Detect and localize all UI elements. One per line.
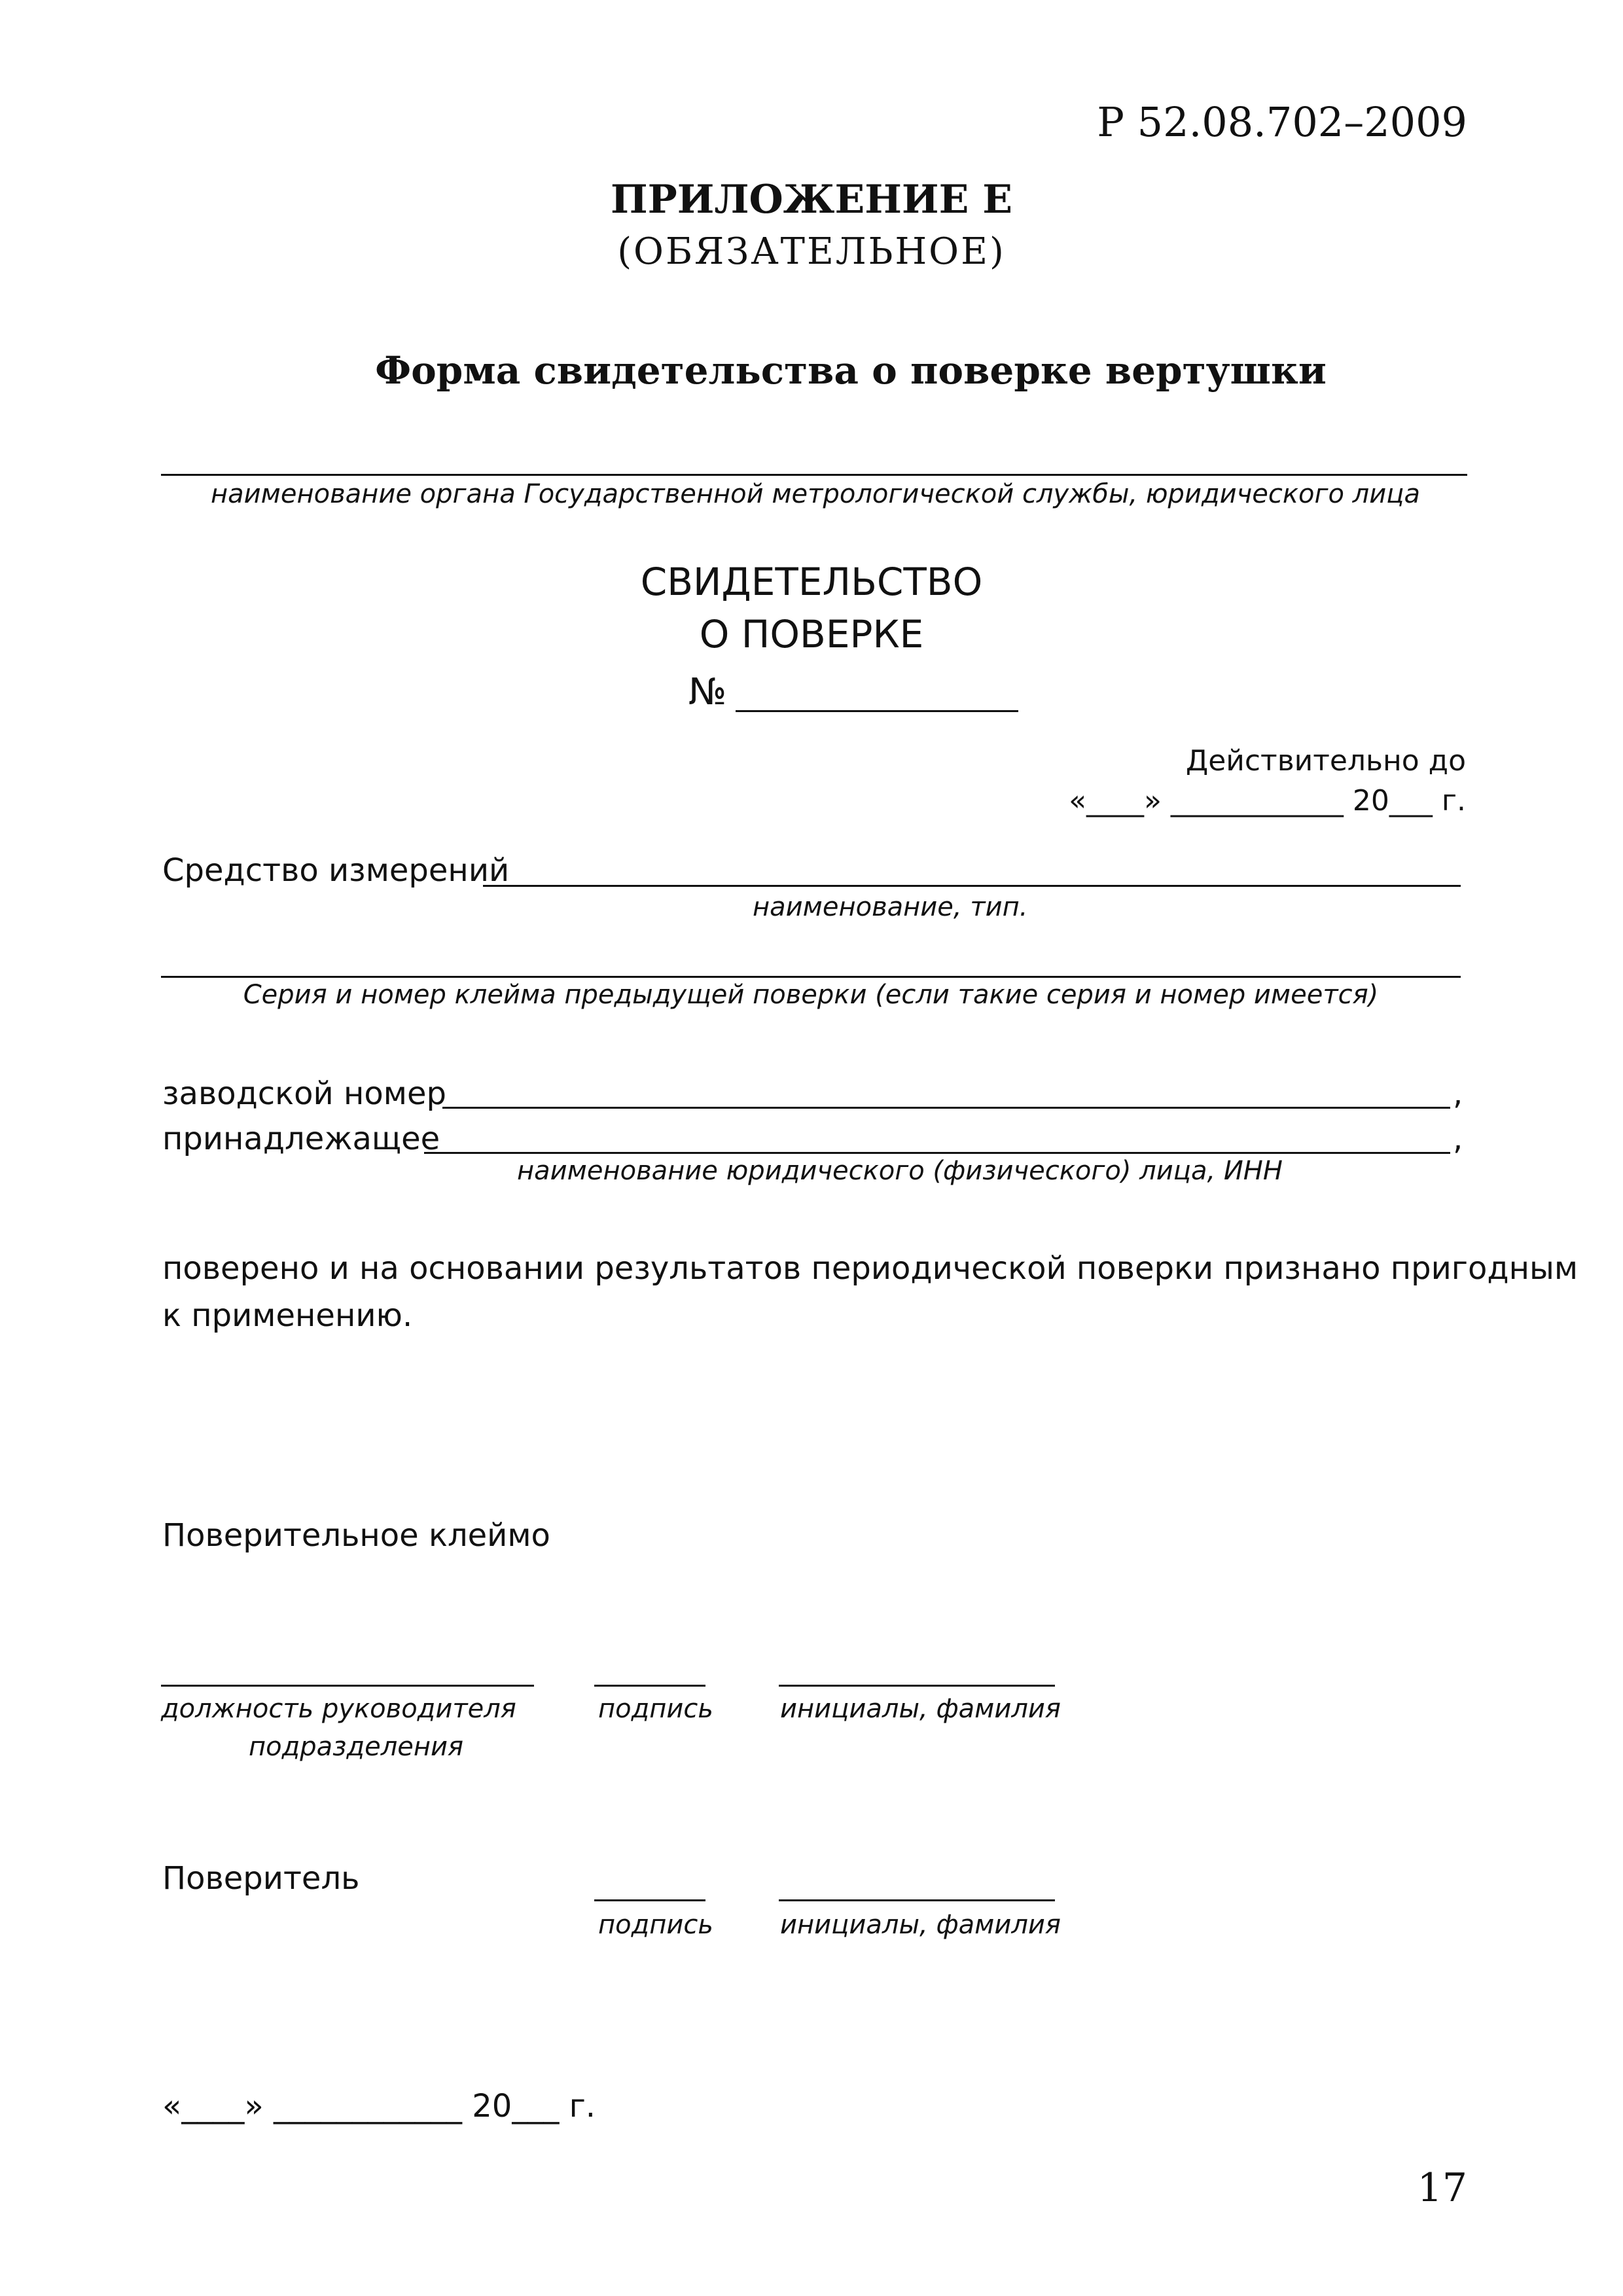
validity-date: «____» ____________ 20___ г.	[1069, 784, 1466, 817]
footer-date: «____» ____________ 20___ г.	[162, 2088, 596, 2125]
owner-caption: наименование юридического (физического) лица, ИНН	[517, 1156, 1283, 1186]
verdict-line1: поверено и на основании результатов периодической поверки признано пригодным	[162, 1250, 1578, 1287]
certificate-title-line1: СВИДЕТЕЛЬСТВО	[640, 560, 983, 604]
series-line	[161, 976, 1461, 978]
head-name-line	[779, 1685, 1055, 1687]
head-name-caption: инициалы, фамилия	[780, 1694, 1061, 1724]
verifier-label: Поверитель	[162, 1860, 360, 1897]
appendix-title: ПРИЛОЖЕНИЕ Е	[611, 177, 1012, 223]
verifier-signature-line	[594, 1899, 705, 1901]
verifier-name-line	[779, 1899, 1055, 1901]
instrument-caption: наименование, тип.	[753, 892, 1028, 922]
instrument-line	[483, 885, 1461, 887]
serial-comma: ,	[1453, 1075, 1463, 1112]
head-position-caption-1: должность руководителя	[161, 1694, 516, 1724]
serial-label: заводской номер	[162, 1075, 446, 1112]
serial-line	[442, 1107, 1450, 1109]
instrument-label: Средство измерений	[162, 852, 510, 889]
head-signature-caption: подпись	[598, 1694, 713, 1724]
head-position-caption-2: подразделения	[249, 1732, 464, 1762]
owner-line	[424, 1152, 1450, 1154]
stamp-label: Поверительное клеймо	[162, 1517, 550, 1554]
head-signature-line	[594, 1685, 705, 1687]
head-position-line	[161, 1685, 534, 1687]
series-caption: Серия и номер клейма предыдущей поверки (если такие серия и номер имеется)	[243, 980, 1379, 1010]
certificate-number-sign: №	[688, 671, 727, 713]
form-title: Форма свидетельства о поверке вертушки	[375, 348, 1327, 393]
verifier-name-caption: инициалы, фамилия	[780, 1910, 1061, 1940]
document-code: Р 52.08.702–2009	[1097, 98, 1467, 146]
page-number: 17	[1417, 2165, 1467, 2211]
owner-label: принадлежащее	[162, 1121, 440, 1157]
org-name-line	[161, 474, 1467, 476]
verdict-line2: к применению.	[162, 1297, 413, 1334]
certificate-title-line2: О ПОВЕРКЕ	[699, 612, 924, 656]
appendix-subtitle: (ОБЯЗАТЕЛЬНОЕ)	[617, 230, 1006, 273]
validity-label: Действительно до	[1185, 744, 1466, 778]
verifier-signature-caption: подпись	[598, 1910, 713, 1940]
owner-comma: ,	[1453, 1121, 1463, 1157]
certificate-number-line	[736, 710, 1018, 712]
org-name-caption: наименование органа Государственной метрологической службы, юридического лица	[211, 479, 1420, 509]
